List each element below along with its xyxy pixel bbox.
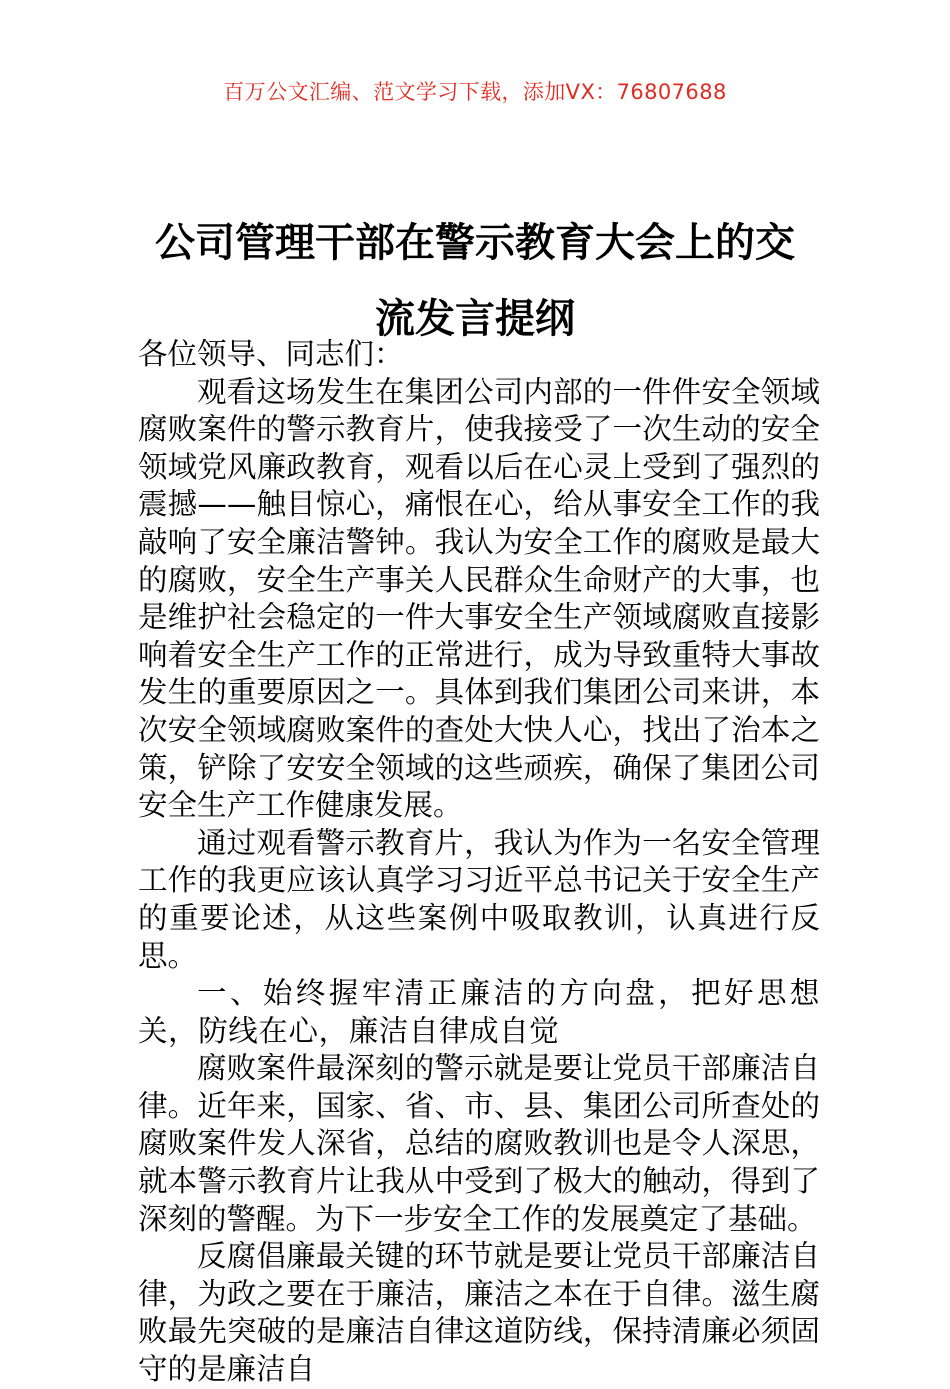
section-heading-1: 一、始终握牢清正廉洁的方向盘，把好思想关，防线在心，廉洁自律成自觉 bbox=[138, 976, 820, 1048]
paragraph-salutation: 各位领导、同志们： bbox=[138, 337, 404, 371]
page-title: 公司管理干部在警示教育大会上的交流发言提纲 bbox=[155, 219, 795, 342]
paragraph-3: 腐败案件最深刻的警示就是要让党员干部廉洁自律。近年来，国家、省、市、县、集团公司所查处的腐败案件发人深省，总结的腐败教训也是令人深思，就本警示教育片让我从中受到了极大的触动，得到了深刻的警醒。为下一步安全工作的发展奠定了基础。 bbox=[138, 1051, 820, 1236]
paragraph-1: 观看这场发生在集团公司内部的一件件安全领域腐败案件的警示教育片，使我接受了一次生动的安全领域党风廉政教育，观看以后在心灵上受到了强烈的震撼——触目惊心，痛恨在心，给从事安全工作的我敲响了安全廉洁警钟。我认为安全工作的腐败是最大的腐败，安全生产事关人民群众生命财产的大事，也是维护社会稳定的一件大事安全生产领域腐败直接影响着安全生产工作的正常进行，成为导致重特大事故发生的重要原因之一。具体到我们集团公司来讲，本次安全领域腐败案件的查处大快人心，找出了治本之策，铲除了安安全领域的这些顽疾，确保了集团公司安全生产工作健康发展。 bbox=[138, 374, 820, 823]
promo-banner-text: 百万公文汇编、范文学习下载，添加VX：76807688 bbox=[223, 80, 727, 104]
document-body bbox=[138, 336, 820, 1389]
paragraph-2: 通过观看警示教育片，我认为作为一名安全管理工作的我更应该认真学习习近平总书记关于安全生产的重要论述，从这些案例中吸取教训，认真进行反思。 bbox=[138, 825, 820, 973]
paragraph-4: 反腐倡廉最关键的环节就是要让党员干部廉洁自律，为政之要在于廉洁，廉洁之本在于自律。滋生腐败最先突破的是廉洁自律这道防线，保持清廉必须固守的是廉洁自 bbox=[138, 1239, 820, 1387]
